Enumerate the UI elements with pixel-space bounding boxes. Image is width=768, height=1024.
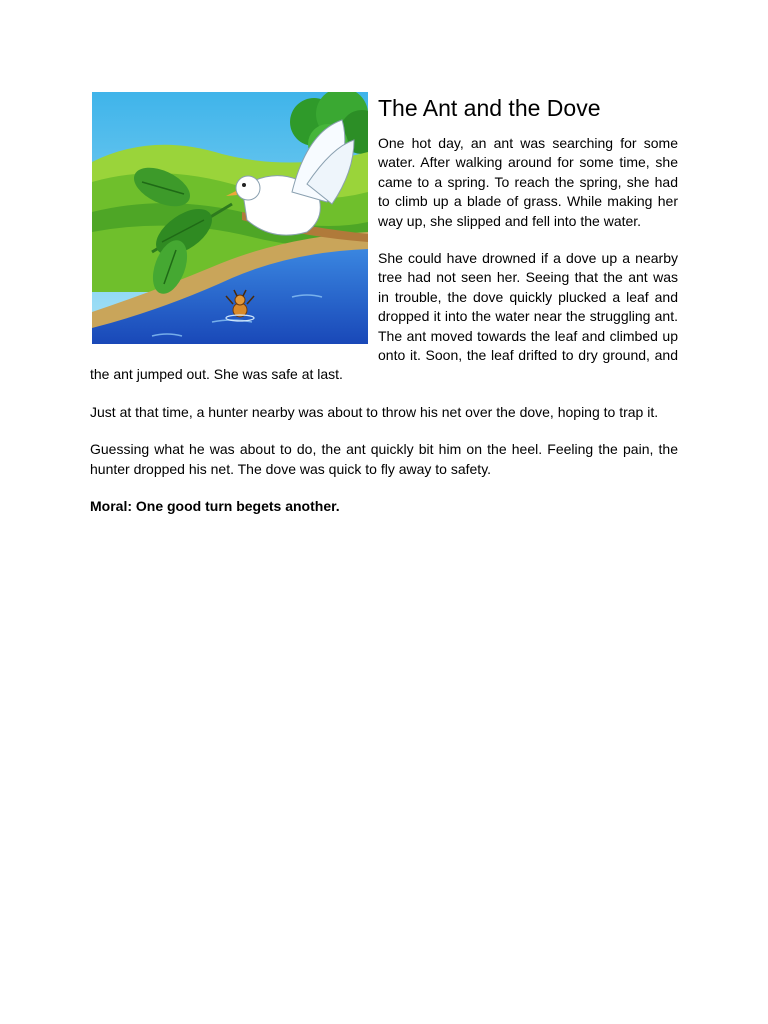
story-paragraph-3: Just at that time, a hunter nearby was about to throw his net over the dove, hoping to trap it.: [90, 403, 659, 420]
document-page: [90, 92, 678, 535]
story-paragraph-4: Guessing what he was about to do, the ant quickly bit him on the heel. Feeling the pain, the hunter dropped his net. The dove was quick to fly away to safety.: [90, 441, 678, 477]
ant-and-dove-illustration: [92, 92, 368, 344]
story-moral: Moral: One good turn begets another.: [90, 498, 340, 515]
story-title: The Ant and the Dove: [378, 95, 601, 121]
story-paragraph-1: One hot day, an ant was searching for some water. After walking around for some time, she came to a spring. To reach the spring, she had to climb up a blade of grass. While making her way up, she slipped and fell into the water.: [378, 135, 678, 229]
story-paragraph-2: She could have drowned if a dove up a nearby tree had not seen her. Seeing that the ant was in trouble, the dove quickly plucked a leaf and dropped it into the water near the struggling ant. The ant moved towards the leaf and climbed up onto it. Soon, the leaf drifted to dry ground, and the ant jumped out. She was safe at last.: [90, 250, 678, 383]
